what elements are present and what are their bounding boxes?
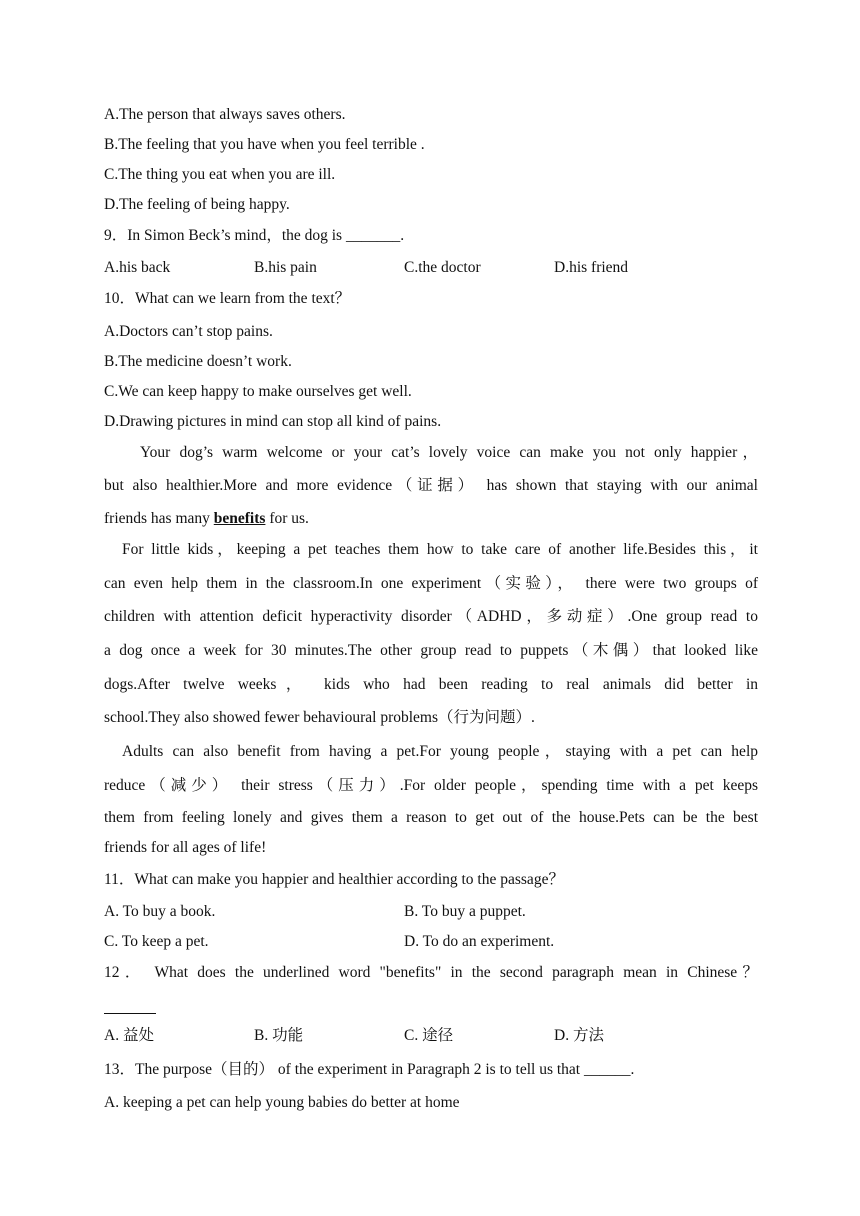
q8-option-c: C.The thing you eat when you are ill. (104, 166, 336, 183)
q10-option-c: C.We can keep happy to make ourselves get well. (104, 383, 412, 400)
passage-p2-line-4: a dog once a week for 30 minutes.The other group read to puppets（木偶）that looked like (104, 642, 758, 659)
q10-option-b: B.The medicine doesn’t work. (104, 353, 292, 370)
q10-stem: 10．What can we learn from the text？ (104, 290, 351, 307)
q12-answer-blank (104, 1013, 156, 1014)
q11-option-b: B. To buy a puppet. (404, 903, 526, 920)
q11-stem: 11．What can make you happier and healthier according to the passage？ (104, 871, 564, 888)
q10-option-a: A.Doctors can’t stop pains. (104, 323, 273, 340)
passage-p3-line-1: Adults can also benefit from having a pet.For young people，staying with a pet can help (122, 743, 758, 760)
passage-p1-line-3-before: friends has many (104, 510, 214, 527)
passage-p3-line-2: reduce（减少） their stress（压力）.For older people，spending time with a pet keeps (104, 777, 758, 794)
passage-p2-line-2: can even help them in the classroom.In one experiment（实验）， there were two groups of (104, 575, 758, 592)
passage-p2-line-1: For little kids，keeping a pet teaches them how to take care of another life.Besides this，it (122, 541, 758, 558)
q10-option-d: D.Drawing pictures in mind can stop all kind of pains. (104, 413, 442, 430)
q9-option-c: C.the doctor (404, 259, 481, 276)
q11-option-a: A. To buy a book. (104, 903, 216, 920)
q8-option-a: A.The person that always saves others. (104, 106, 346, 123)
passage-p3-line-3: them from feeling lonely and gives them a reason to get out of the house.Pets can be the best (104, 809, 758, 826)
q12-option-b: B. 功能 (254, 1027, 304, 1044)
q12-option-a: A. 益处 (104, 1027, 154, 1044)
q12-option-c: C. 途径 (404, 1027, 454, 1044)
passage-p2-line-6: school.They also showed fewer behavioural problems（行为问题）. (104, 709, 535, 726)
passage-p1-line-2: but also healthier.More and more evidence（证据） has shown that staying with our animal (104, 477, 758, 494)
underlined-word-benefits: benefits (213, 510, 266, 527)
passage-p1-line-3-after: for us. (265, 510, 309, 527)
q8-option-b: B.The feeling that you have when you feel terrible . (104, 136, 425, 153)
q9-stem: 9．In Simon Beck’s mind，the dog is _______. (104, 227, 405, 244)
q13-option-a: A. keeping a pet can help young babies do better at home (104, 1094, 460, 1111)
q9-option-b: B.his pain (254, 259, 317, 276)
q9-option-a: A.his back (104, 259, 171, 276)
passage-p1-line-1: Your dog’s warm welcome or your cat’s lovely voice can make you not only happier， (140, 444, 758, 461)
passage-p2-line-3: children with attention deficit hyperactivity disorder（ADHD，多动症）.One group read to (104, 608, 758, 625)
passage-p3-line-4: friends for all ages of life! (104, 839, 267, 856)
q11-option-c: C. To keep a pet. (104, 933, 209, 950)
q9-option-d: D.his friend (554, 259, 629, 276)
q12-stem: 12． What does the underlined word "benefits" in the second paragraph mean in Chinese？ (104, 964, 758, 981)
q11-option-d: D. To do an experiment. (404, 933, 555, 950)
passage-p1-line-3 (104, 509, 309, 529)
q13-stem: 13．The purpose（目的） of the experiment in Paragraph 2 is to tell us that ______. (104, 1061, 635, 1078)
q12-option-d: D. 方法 (554, 1027, 604, 1044)
passage-p2-line-5: dogs.After twelve weeks， kids who had been reading to real animals did better in (104, 676, 758, 693)
q8-option-d: D.The feeling of being happy. (104, 196, 290, 213)
